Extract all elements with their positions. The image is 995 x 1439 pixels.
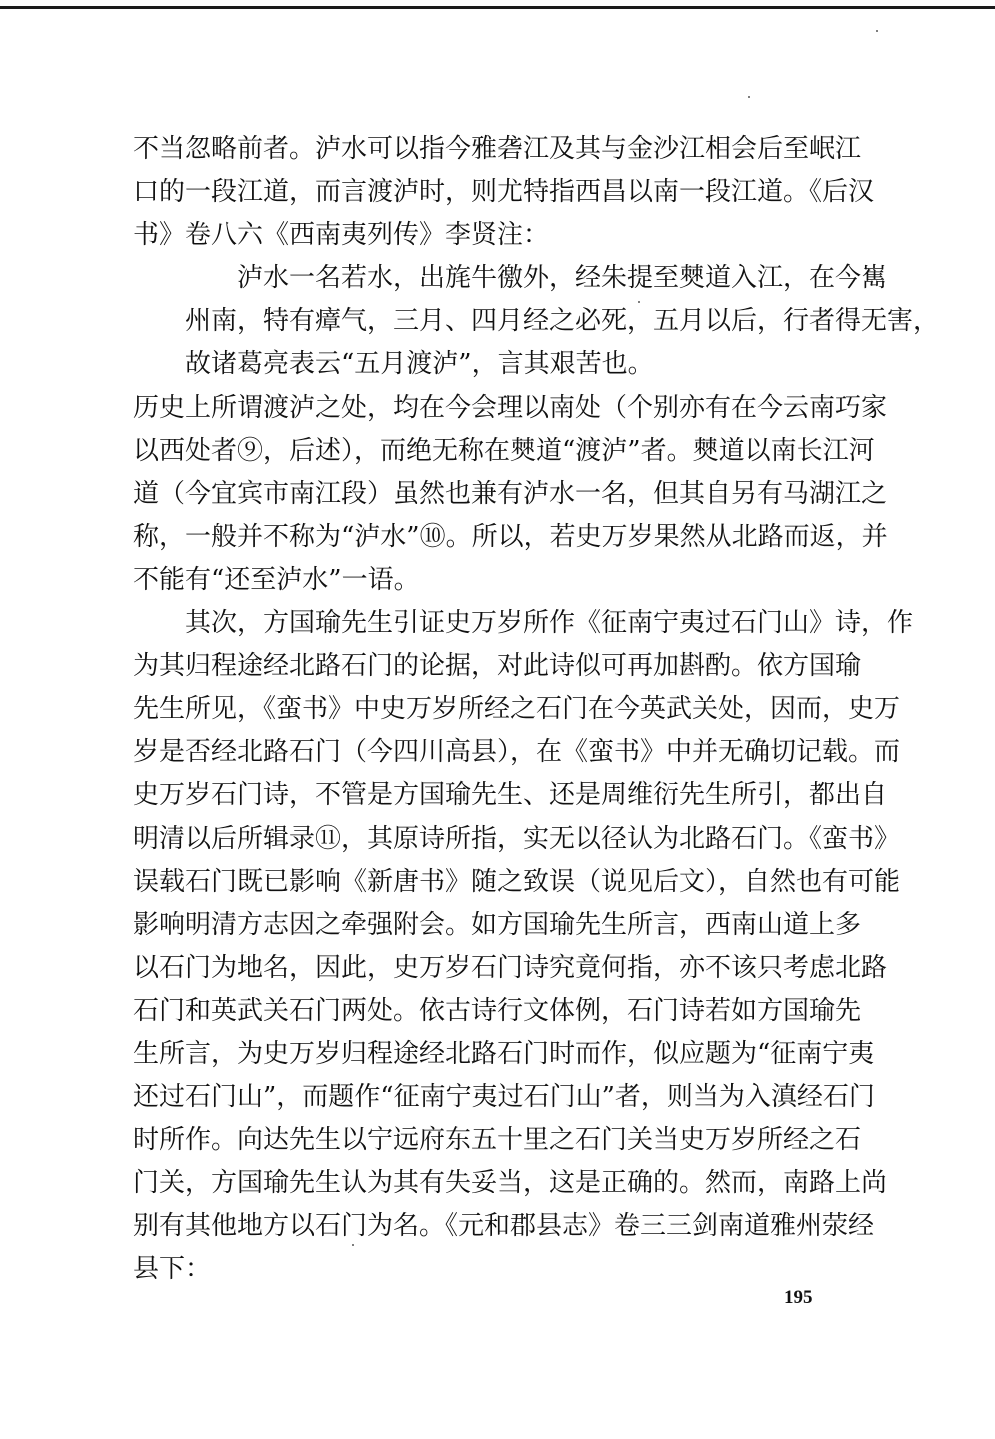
text-line: 石门和英武关石门两处。依古诗行文体例，石门诗若如方国瑜先: [133, 995, 862, 1026]
text-line: 先生所见，《蛮书》中史万岁所经之石门在今英武关处，因而，史万: [133, 694, 901, 725]
text-line: 影响明清方志因之牵强附会。如方国瑜先生所言，西南山道上多: [133, 909, 862, 940]
text-line: 生所言，为史万岁归程途经北路石门时而作，似应题为“征南宁夷: [133, 1038, 875, 1069]
text-line: 不能有“还至泸水”一语。: [133, 564, 420, 595]
text-line: 不当忽略前者。泸水可以指今雅砻江及其与金沙江相会后至岷江: [133, 134, 862, 164]
quote-line: 故诸葛亮表云“五月渡泸”，言其艰苦也。: [185, 349, 654, 380]
text-line: 门关，方国瑜先生认为其有失妥当，这是正确的。然而，南路上尚: [133, 1168, 888, 1199]
text-line: 书》卷八六《西南夷列传》李贤注：: [133, 220, 550, 251]
scan-speck: [352, 1244, 354, 1246]
text-line: 称，一般并不称为“泸水”⑩。所以，若史万岁果然从北路而返，并: [133, 521, 888, 552]
text-line: 明清以后所辑录⑪，其原诗所指，实无以径认为北路石门。《蛮书》: [133, 823, 901, 854]
text-line: 历史上所谓渡泸之处，均在今会理以南处（个别亦有在今云南巧家: [133, 392, 888, 423]
scan-speck: [638, 301, 640, 303]
scan-speck: [876, 30, 878, 32]
quote-line: 泸水一名若水，出旄牛徼外，经朱提至僰道入江，在今嶲: [237, 263, 888, 294]
text-line: 别有其他地方以石门为名。《元和郡县志》卷三三剑南道雅州荥经: [133, 1211, 875, 1242]
scan-speck: [748, 96, 750, 98]
text-line: 以石门为地名，因此，史万岁石门诗究竟何指，亦不该只考虑北路: [133, 952, 888, 983]
page-body: [133, 128, 940, 1292]
text-line: 史万岁石门诗，不管是方国瑜先生、还是周维衍先生所引，都出自: [133, 780, 888, 811]
page-number: 195: [784, 1287, 813, 1308]
text-line: 误载石门既已影响《新唐书》随之致误（说见后文），自然也有可能: [133, 866, 901, 897]
text-line: 其次，方国瑜先生引证史万岁所作《征南宁夷过石门山》诗，作: [185, 608, 914, 639]
text-line: 口的一段江道，而言渡泸时，则尤特指西昌以南一段江道。《后汉: [133, 177, 875, 208]
text-line: 为其归程途经北路石门的论据，对此诗似可再加斟酌。依方国瑜: [133, 651, 862, 682]
top-rule: [0, 6, 995, 9]
text-line: 以西处者⑨，后述），而绝无称在僰道“渡泸”者。僰道以南长江河: [133, 435, 875, 466]
quote-line: 州南，特有瘴气，三月、四月经之必死，五月以后，行者得无害，: [185, 306, 940, 337]
text-line: 时所作。向达先生以宁远府东五十里之石门关当史万岁所经之石: [133, 1125, 862, 1156]
text-line: 县下：: [133, 1254, 212, 1285]
text-line: 还过石门山”，而题作“征南宁夷过石门山”者，则当为入滇经石门: [133, 1082, 875, 1113]
text-line: 道（今宜宾市南江段）虽然也兼有泸水一名，但其自另有马湖江之: [133, 478, 888, 509]
text-line: 岁是否经北路石门（今四川高县），在《蛮书》中并无确切记载。而: [133, 737, 901, 768]
